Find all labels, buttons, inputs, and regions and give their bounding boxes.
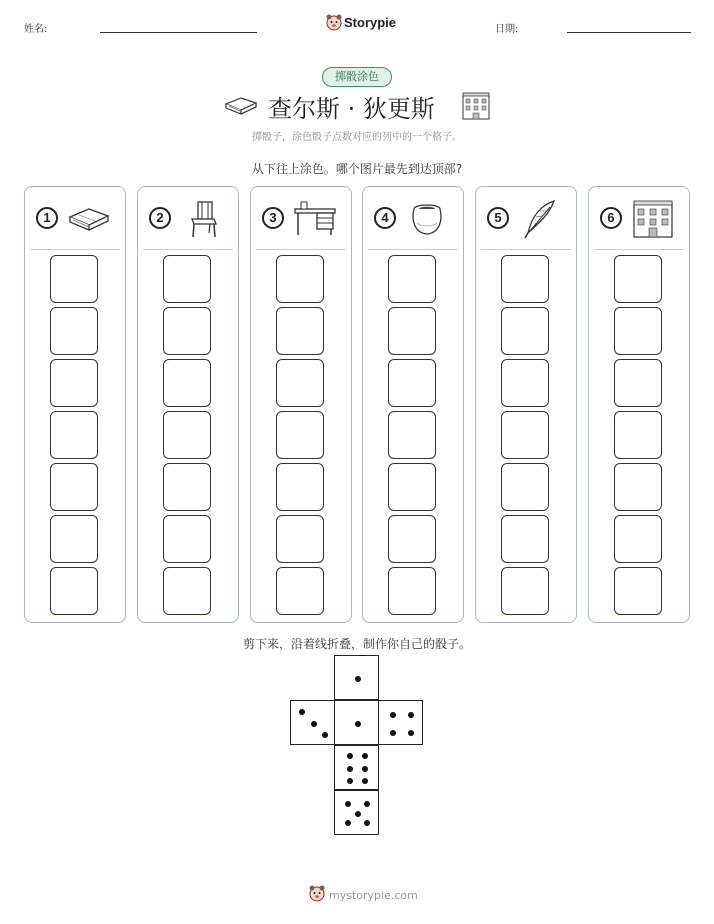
dice-pip <box>362 753 368 759</box>
dice-pip <box>322 732 328 738</box>
dice-instruction: 剪下来，沿着线折叠，制作你自己的骰子。 <box>242 637 471 651</box>
color-cell[interactable] <box>501 307 549 355</box>
color-cell[interactable] <box>276 567 324 615</box>
dice-pip <box>355 811 361 817</box>
dice-pip <box>355 676 361 682</box>
column-divider <box>594 249 684 250</box>
color-cell[interactable] <box>388 411 436 459</box>
dice-pip <box>390 712 396 718</box>
dice-pip <box>347 753 353 759</box>
column-2 <box>137 186 239 623</box>
color-cell[interactable] <box>276 411 324 459</box>
column-divider <box>30 249 120 250</box>
color-cell[interactable] <box>163 411 211 459</box>
color-cell[interactable] <box>163 255 211 303</box>
color-cell[interactable] <box>50 463 98 511</box>
color-cell[interactable] <box>614 463 662 511</box>
color-cell[interactable] <box>388 515 436 563</box>
color-cell[interactable] <box>276 515 324 563</box>
brand-name: Storypie <box>344 15 397 30</box>
dice-pip <box>390 730 396 736</box>
color-cell[interactable] <box>614 255 662 303</box>
color-cell[interactable] <box>388 255 436 303</box>
activity-tag: 掷骰涂色 <box>322 67 392 87</box>
column-number: 1 <box>36 207 58 229</box>
dice-pip <box>362 778 368 784</box>
color-cell[interactable] <box>163 307 211 355</box>
page-title: 查尔斯 · 狄更斯 <box>268 95 435 123</box>
dice-face <box>334 655 379 700</box>
dice-pip <box>347 778 353 784</box>
color-cell[interactable] <box>614 307 662 355</box>
color-cell[interactable] <box>163 463 211 511</box>
color-cell[interactable] <box>501 255 549 303</box>
color-cell[interactable] <box>614 411 662 459</box>
dice-face <box>334 745 379 790</box>
color-cell[interactable] <box>276 359 324 407</box>
name-label: 姓名: <box>24 24 48 35</box>
color-cell[interactable] <box>276 463 324 511</box>
dice-face <box>334 700 379 745</box>
name-line[interactable] <box>100 32 257 33</box>
column-divider <box>368 249 458 250</box>
dice-pip <box>364 820 370 826</box>
dice-pip <box>299 709 305 715</box>
color-cell[interactable] <box>163 359 211 407</box>
color-cell[interactable] <box>276 307 324 355</box>
color-cell[interactable] <box>163 515 211 563</box>
color-cell[interactable] <box>501 359 549 407</box>
color-cell[interactable] <box>163 567 211 615</box>
dice-pip <box>345 820 351 826</box>
chair-icon <box>180 199 224 243</box>
dice-pip <box>347 766 353 772</box>
dice-face <box>334 790 379 835</box>
color-cell[interactable] <box>50 411 98 459</box>
color-cell[interactable] <box>501 463 549 511</box>
column-number: 4 <box>374 207 396 229</box>
color-cell[interactable] <box>388 567 436 615</box>
book-icon <box>67 199 111 239</box>
dice-pip <box>311 721 317 727</box>
color-cell[interactable] <box>614 515 662 563</box>
color-cell[interactable] <box>501 567 549 615</box>
subtitle: 掷骰子，涂色骰子点数对应的列中的一个格子。 <box>252 132 462 143</box>
book-icon <box>223 94 259 116</box>
color-cell[interactable] <box>50 307 98 355</box>
color-instruction: 从下往上涂色。哪个图片最先到达顶部? <box>251 162 463 176</box>
column-number: 6 <box>600 207 622 229</box>
building-icon <box>461 91 491 121</box>
color-cell[interactable] <box>276 255 324 303</box>
color-cell[interactable] <box>50 359 98 407</box>
date-label: 日期: <box>495 24 519 35</box>
footer-url[interactable]: mystorypie.com <box>329 889 418 902</box>
column-number: 3 <box>262 207 284 229</box>
color-cell[interactable] <box>388 307 436 355</box>
color-cell[interactable] <box>50 515 98 563</box>
dice-pip <box>364 801 370 807</box>
column-divider <box>481 249 571 250</box>
column-1 <box>24 186 126 623</box>
color-cell[interactable] <box>501 515 549 563</box>
dice-pip <box>345 801 351 807</box>
building-icon <box>631 199 675 243</box>
color-cell[interactable] <box>388 359 436 407</box>
color-cell[interactable] <box>501 411 549 459</box>
dice-pip <box>408 712 414 718</box>
column-4 <box>362 186 464 623</box>
column-5 <box>475 186 577 623</box>
quill-icon <box>518 199 562 243</box>
storypie-logo-icon <box>308 884 326 902</box>
desk-icon <box>293 199 337 243</box>
date-line[interactable] <box>567 32 691 33</box>
column-6 <box>588 186 690 623</box>
dice-face <box>378 700 423 745</box>
color-cell[interactable] <box>50 567 98 615</box>
column-number: 2 <box>149 207 171 229</box>
column-3 <box>250 186 352 623</box>
column-divider <box>256 249 346 250</box>
dice-face <box>290 700 335 745</box>
column-number: 5 <box>487 207 509 229</box>
color-cell[interactable] <box>614 567 662 615</box>
color-cell[interactable] <box>614 359 662 407</box>
color-cell[interactable] <box>50 255 98 303</box>
dice-pip <box>408 730 414 736</box>
storypie-logo-icon <box>325 13 343 31</box>
dice-pip <box>355 721 361 727</box>
column-divider <box>143 249 233 250</box>
inkpot-icon <box>405 199 449 243</box>
dice-pip <box>362 766 368 772</box>
color-cell[interactable] <box>388 463 436 511</box>
